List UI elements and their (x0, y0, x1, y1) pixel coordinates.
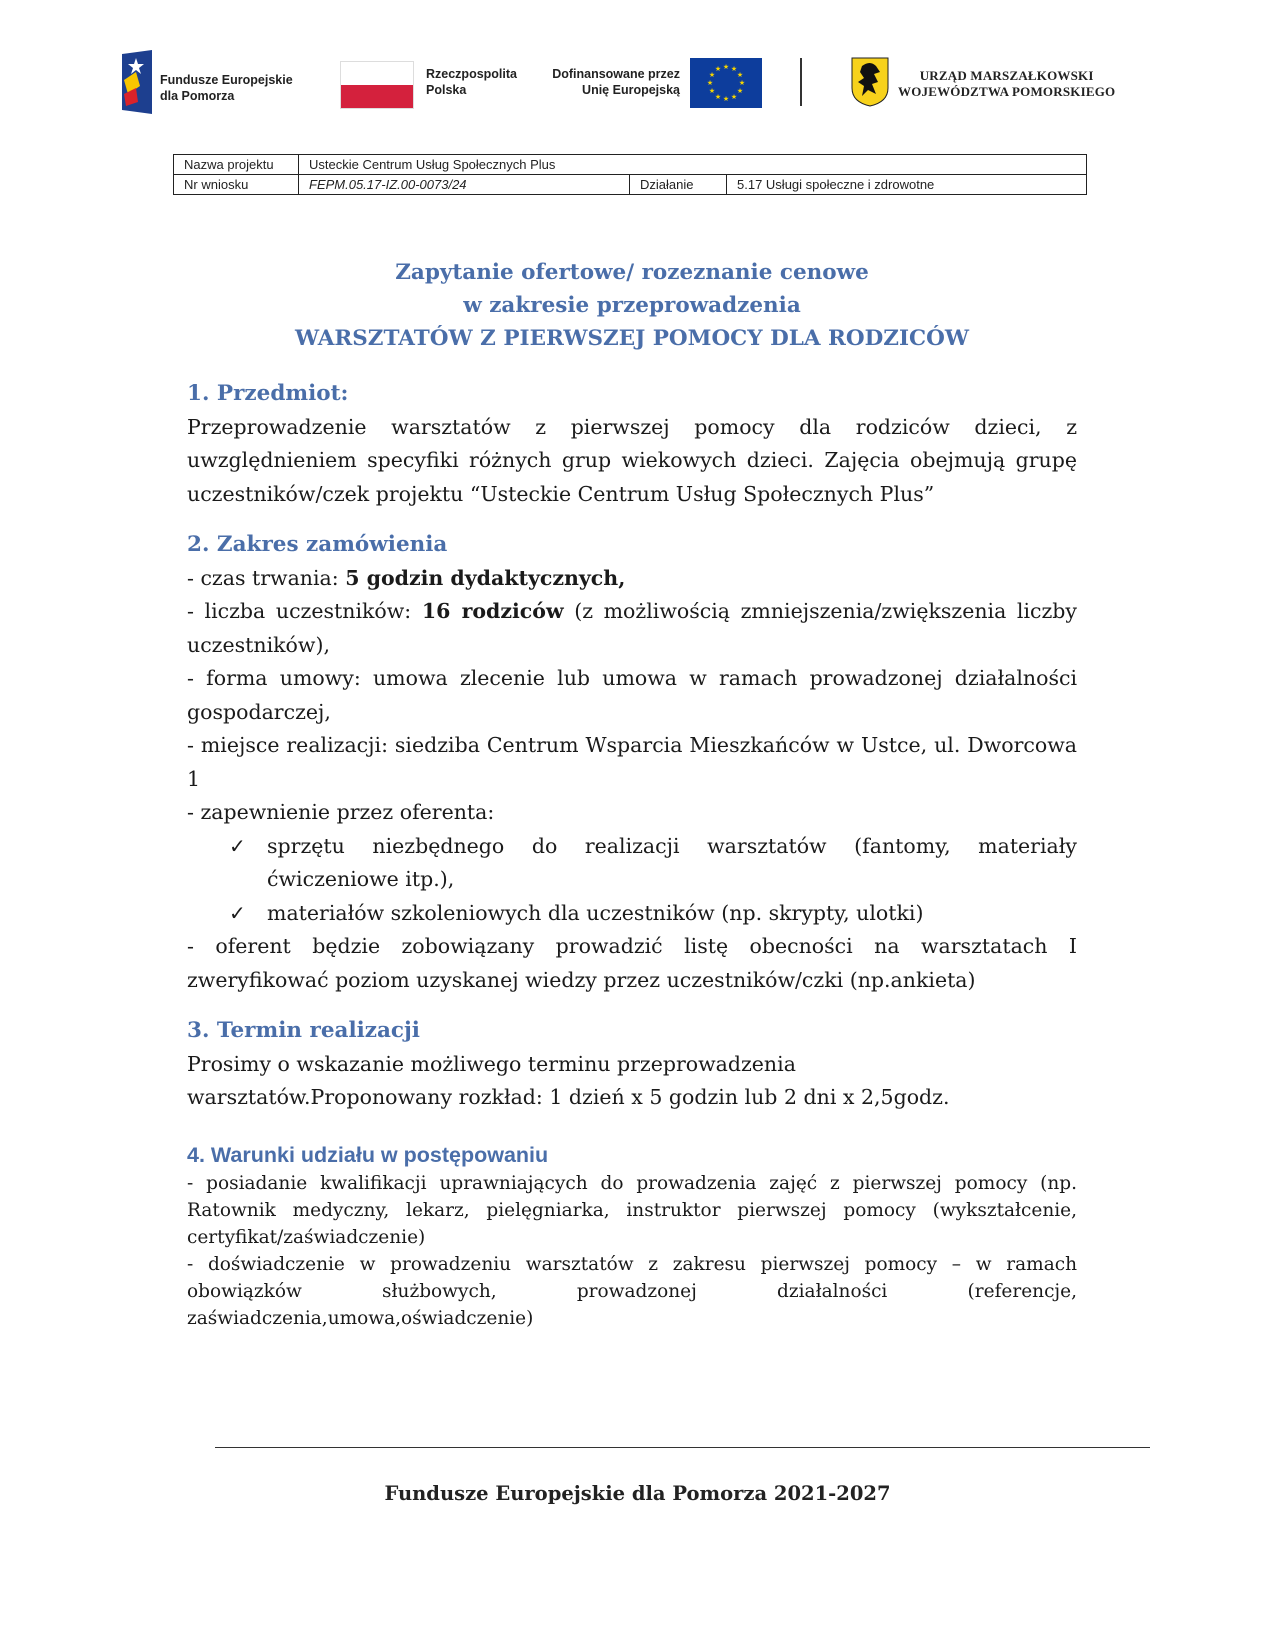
action-value: 5.17 Usługi społeczne i zdrowotne (727, 175, 1087, 195)
logo-divider (800, 58, 802, 106)
svg-text:★: ★ (714, 65, 722, 73)
location-line: - miejsce realizacji: siedziba Centrum Wsparcia Mieszkańców w Ustce, ul. Dworcowa 1 (187, 733, 1077, 791)
table-row (174, 175, 1087, 195)
section3-heading: 3. Termin realizacji (187, 1018, 420, 1043)
griffin-coat-of-arms-icon (850, 56, 890, 108)
participants-suffix: (z możliwością zmniejszenia/zwiększenia liczby uczestników), (187, 599, 1077, 657)
project-name-value: Usteckie Centrum Usług Społecznych Plus (299, 155, 1087, 175)
duration-prefix: - czas trwania: (187, 565, 346, 590)
fe-logo-line2: dla Pomorza (160, 89, 235, 103)
application-number-label: Nr wniosku (174, 175, 299, 195)
contract-line: - forma umowy: umowa zlecenie lub umowa w ramach prowadzonej działalności gospodarczej, (187, 666, 1077, 724)
provision-intro: - zapewnienie przez oferenta: (187, 800, 495, 824)
duration-line (187, 562, 1077, 596)
pl-logo (340, 61, 540, 111)
section2-heading: 2. Zakres zamówienia (187, 532, 448, 557)
provision-item-text: sprzętu niezbędnego do realizacji warsztatów (fantomy, materiały ćwiczeniowe itp.), (267, 833, 1077, 891)
section3-line2: warsztatów.Proponowany rozkład: 1 dzień x 5 godzin lub 2 dni x 2,5godz. (187, 1085, 950, 1109)
section4-heading: 4. Warunki udziału w postępowaniu (187, 1143, 549, 1167)
section1-text: Przeprowadzenie warsztatów z pierwszej pomocy dla rodziców dzieci, z uwzględnieniem specyfiki różnych grup wiekowych dzieci. Zajęcia obejmują grupę uczestników/czek projektu “Usteckie Centrum Usług Społecznych Plus” (187, 414, 1077, 506)
svg-text:★: ★ (722, 63, 730, 71)
section1-heading: 1. Przedmiot: (187, 381, 349, 406)
checkmark-icon: ✓ (229, 900, 246, 925)
svg-text:★: ★ (722, 95, 730, 103)
section4-item1: - posiadanie kwalifikacji uprawniających do prowadzenia zajęć z pierwszej pomocy (np. Ratownik medyczny, lekarz, pielęgniarka, instruktor pierwszej pomocy (wykształcenie, certyfikat/zaświadczenie) (187, 1173, 1077, 1248)
pl-logo-line1: Rzeczpospolita (426, 67, 517, 81)
section4-item2: - doświadczenie w prowadzeniu warsztatów z zakresu pierwszej pomocy – w ramach obowiązków służbowych, prowadzonej działalności (referencje, zaświadczenia,umowa,oświadczenie) (187, 1254, 1077, 1329)
project-name-label: Nazwa projektu (174, 155, 299, 175)
eu-logo (532, 58, 762, 108)
fe-logo-line1: Fundusze Europejskie (160, 73, 293, 87)
section4 (187, 1140, 1077, 1332)
application-number-value: FEPM.05.17-IZ.00-0073/24 (299, 175, 630, 195)
svg-text:★: ★ (708, 71, 716, 79)
svg-text:★: ★ (706, 79, 714, 87)
footer-text: Fundusze Europejskie dla Pomorza 2021-2027 (384, 1482, 891, 1505)
svg-text:★: ★ (714, 93, 722, 101)
fe-emblem-icon (118, 50, 156, 114)
svg-text:★: ★ (736, 87, 744, 95)
pl-logo-line2: Polska (426, 83, 467, 97)
svg-text:★: ★ (738, 79, 746, 87)
duration-value: 5 godzin dydaktycznych, (345, 565, 626, 590)
participants-prefix: - liczba uczestników: (187, 599, 422, 623)
eu-flag-icon (690, 58, 762, 108)
svg-text:★: ★ (730, 65, 738, 73)
eu-logo-line2: Unię Europejską (582, 83, 680, 97)
logo-bar (118, 46, 1158, 116)
action-label: Działanie (630, 175, 727, 195)
eu-logo-line1: Dofinansowane przez (552, 67, 680, 81)
provision-item (187, 897, 1077, 931)
fe-logo (118, 50, 328, 114)
provision-item-text: materiałów szkoleniowych dla uczestników (np. skrypty, ulotki) (267, 900, 924, 925)
attendance-line: - oferent będzie zobowiązany prowadzić listę obecności na warsztatach I zweryfikować poziom uzyskanej wiedzy przez uczestników/czki (np.ankieta) (187, 934, 1077, 992)
title-line3: WARSZTATÓW Z PIERWSZEJ POMOCY DLA RODZICÓW (294, 326, 970, 351)
um-logo-line2: WOJEWÓDZTWA POMORSKIEGO (898, 84, 1116, 99)
participants-value: 16 rodziców (421, 599, 564, 623)
document-body (187, 377, 1077, 1115)
title-line2: w zakresie przeprowadzenia (463, 293, 801, 318)
um-logo (850, 56, 1150, 112)
project-info-table (173, 154, 1087, 195)
svg-text:★: ★ (730, 93, 738, 101)
checkmark-icon: ✓ (229, 833, 246, 858)
page-title (187, 256, 1077, 355)
poland-flag-icon (340, 61, 414, 109)
table-row (174, 155, 1087, 175)
svg-text:★: ★ (708, 87, 716, 95)
footer-divider (215, 1447, 1150, 1448)
um-logo-line1: URZĄD MARSZAŁKOWSKI (919, 68, 1094, 83)
svg-text:★: ★ (736, 71, 744, 79)
section3-line1: Prosimy o wskazanie możliwego terminu przeprowadzenia (187, 1051, 796, 1076)
participants-line (187, 595, 1077, 662)
provision-item (187, 830, 1077, 897)
title-line1: Zapytanie ofertowe/ rozeznanie cenowe (395, 260, 869, 285)
